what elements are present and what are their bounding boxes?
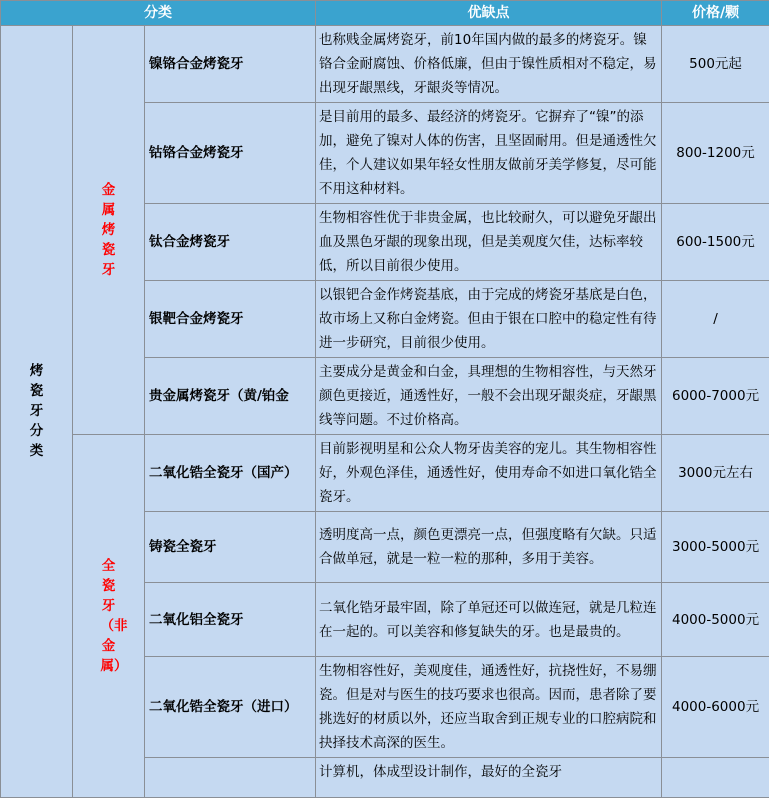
header-category: 分类 [1,1,316,26]
row-desc: 也称贱金属烤瓷牙，前10年国内做的最多的烤瓷牙。镍铬合金耐腐蚀、价格低廉，但由于镍性质相对不稳定，易出现牙龈黑线，牙龈炎等情况。 [316,26,662,103]
row-name: 钛合金烤瓷牙 [145,204,316,281]
header-row [1,1,769,26]
row-desc: 生物相容性优于非贵金属，也比较耐久，可以避免牙龈出血及黑色牙龈的现象出现，但是美观度欠佳，达标率较低，所以目前很少使用。 [316,204,662,281]
header-price: 价格/颗 [662,1,769,26]
row-name: 银靶合金烤瓷牙 [145,281,316,358]
table-row [1,435,769,512]
row-price: 4000-6000元 [662,657,769,758]
header-proscons: 优缺点 [316,1,662,26]
row-price: / [662,281,769,358]
row-desc: 以银钯合金作烤瓷基底，由于完成的烤瓷牙基底是白色，故市场上又称白金烤瓷。但由于银在口腔中的稳定性有待进一步研究，目前很少使用。 [316,281,662,358]
row-price: 3000元左右 [662,435,769,512]
row-price: 6000-7000元 [662,358,769,435]
group-metal-cell [73,26,145,435]
main-category-cell [1,26,73,798]
row-price: 500元起 [662,26,769,103]
row-desc: 计算机，体成型设计制作，最好的全瓷牙 [316,758,662,798]
group-ceramic-cell [73,435,145,798]
group-metal-label: 金属烤瓷牙 [101,180,117,280]
row-price: 3000-5000元 [662,512,769,583]
row-desc: 是目前用的最多、最经济的烤瓷牙。它摒弃了“镍”的添加，避免了镍对人体的伤害，且坚固耐用。但是通透性欠佳，个人建议如果年轻女性朋友做前牙美学修复，尽可能不用这种材料。 [316,103,662,204]
row-price: 600-1500元 [662,204,769,281]
row-desc: 主要成分是黄金和白金，具理想的生物相容性，与天然牙颜色更接近，通透性好，一般不会出现牙龈炎症，牙龈黑线等问题。不过价格高。 [316,358,662,435]
row-price [662,758,769,798]
row-desc: 目前影视明星和公众人物牙齿美容的宠儿。其生物相容性好，外观色泽佳，通透性好，使用寿命不如进口氧化锆全瓷牙。 [316,435,662,512]
row-price: 4000-5000元 [662,583,769,657]
row-name: 铸瓷全瓷牙 [145,512,316,583]
row-name: 钴铬合金烤瓷牙 [145,103,316,204]
row-name [145,758,316,798]
row-desc: 二氧化锆牙最牢固，除了单冠还可以做连冠，就是几粒连在一起的。可以美容和修复缺失的牙。也是最贵的。 [316,583,662,657]
row-desc: 生物相容性好，美观度佳，通透性好，抗挠性好，不易绷瓷。但是对与医生的技巧要求也很高。因而，患者除了要挑选好的材质以外，还应当取舍到正规专业的口腔病院和抉择技术高深的医生。 [316,657,662,758]
table-row [1,26,769,103]
row-name: 镍铬合金烤瓷牙 [145,26,316,103]
main-category-label: 烤瓷牙分类 [29,361,45,461]
row-price: 800-1200元 [662,103,769,204]
row-name: 贵金属烤瓷牙（黄/铂金 [145,358,316,435]
row-name: 二氧化锆全瓷牙（国产） [145,435,316,512]
row-name: 二氧化锆全瓷牙（进口） [145,657,316,758]
row-name: 二氧化铝全瓷牙 [145,583,316,657]
group-ceramic-label: 全瓷牙（非金属） [101,556,117,676]
row-desc: 透明度高一点，颜色更漂亮一点，但强度略有欠缺。只适合做单冠，就是一粒一粒的那种，多用于美容。 [316,512,662,583]
